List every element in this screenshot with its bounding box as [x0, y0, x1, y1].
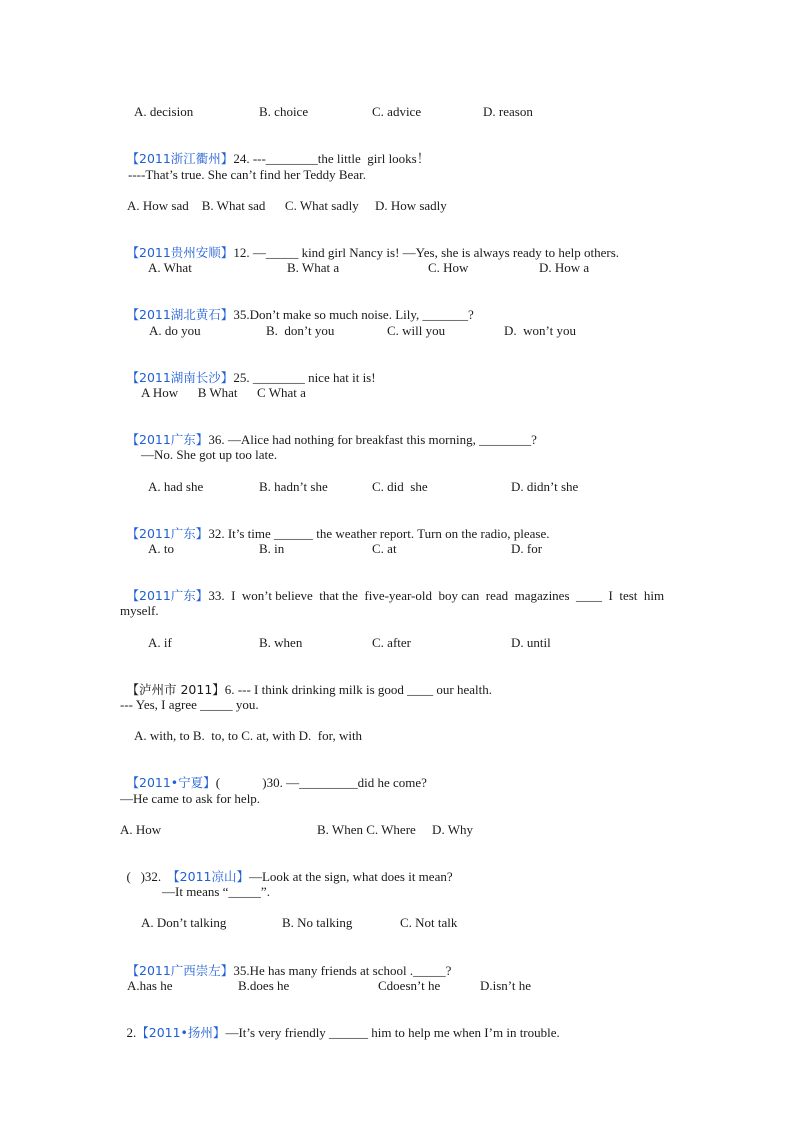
q32b-option-b: B. No talking: [282, 915, 353, 930]
q36-option-b: B. hadn’t she: [259, 479, 328, 494]
q12-option-d: D. How a: [539, 260, 590, 275]
q25-source-tag: 【2011湖南长沙】: [126, 370, 234, 385]
q32b-stem-line: [120, 853, 453, 885]
q30-stem: ( )30. —_________did he come?: [215, 775, 427, 790]
q33-option-c: C. after: [372, 635, 411, 650]
q32a-source-tag: 【2011广东】: [126, 526, 209, 541]
q2-prefix: 2.: [126, 1025, 137, 1040]
q24-source-tag: 【2011浙江衢州】: [126, 151, 234, 166]
q30-option-a: A. How: [120, 822, 162, 837]
q35a-option-a: A. do you: [149, 323, 201, 338]
q36-option-c: C. did she: [372, 479, 428, 494]
q35b-stem: 35.He has many friends at school ._____?: [233, 963, 452, 978]
q32a-stem: 32. It’s time ______ the weather report. Turn on the radio, please.: [208, 526, 550, 541]
q32a-stem-line: [120, 510, 550, 542]
q30-options-rest: B. When C. Where D. Why: [317, 822, 473, 837]
q2-stem-line: [120, 1009, 560, 1041]
q33-source-tag: 【2011广东】: [126, 588, 209, 603]
q32b-stem: —Look at the sign, what does it mean?: [248, 869, 453, 884]
q25-options: A How B What C What a: [141, 385, 306, 400]
q32b-source-tag: 【2011凉山】: [167, 869, 249, 884]
q24-response: ----That’s true. She can’t find her Teddy Bear.: [128, 167, 366, 182]
q35a-stem-line: [120, 291, 474, 323]
q23-option-c: C. advice: [372, 104, 422, 119]
q30-response: —He came to ask for help.: [120, 791, 261, 806]
q33-option-d: D. until: [511, 635, 551, 650]
q23-option-d: D. reason: [483, 104, 533, 119]
q2-source-tag: 【2011•扬州】: [136, 1025, 226, 1040]
q23-option-a: A. decision: [134, 104, 194, 119]
q6-response: --- Yes, I agree _____ you.: [120, 697, 259, 712]
q36-source-tag: 【2011广东】: [126, 432, 209, 447]
q35a-source-tag: 【2011湖北黄石】: [126, 307, 234, 322]
q32a-option-a: A. to: [148, 541, 174, 556]
q36-response: —No. She got up too late.: [141, 447, 278, 462]
q24-options: A. How sad B. What sad C. What sadly D. How sadly: [127, 198, 447, 213]
q33-stem-line: [120, 572, 664, 604]
q2-stem: —It’s very friendly ______ him to help me when I’m in trouble.: [225, 1025, 560, 1040]
q32a-option-d: D. for: [511, 541, 543, 556]
q6-stem: 6. --- I think drinking milk is good ____ our health.: [224, 682, 492, 697]
q32b-option-c: C. Not talk: [400, 915, 458, 930]
q33-stem: 33. I won’t believe that the five-year-old boy can read magazines ____ I test him: [208, 588, 665, 603]
q25-stem: 25. ________ nice hat it is!: [233, 370, 376, 385]
q32b-response: —It means “_____”.: [162, 884, 270, 899]
q33-option-a: A. if: [148, 635, 172, 650]
q35a-stem: 35.Don’t make so much noise. Lily, _______?: [233, 307, 474, 322]
q30-stem-line: [120, 759, 427, 791]
q24-stem-line: [120, 135, 430, 167]
q12-option-b: B. What a: [287, 260, 340, 275]
q33-option-b: B. when: [259, 635, 303, 650]
q32a-option-b: B. in: [259, 541, 285, 556]
q35a-option-b: B. don’t you: [266, 323, 335, 338]
q32b-option-a: A. Don’t talking: [141, 915, 227, 930]
q25-stem-line: [120, 354, 376, 386]
q35b-option-c: Cdoesn’t he: [378, 978, 441, 993]
q12-stem-line: [120, 229, 619, 261]
q36-stem: 36. —Alice had nothing for breakfast this morning, ________?: [208, 432, 537, 447]
q12-option-c: C. How: [428, 260, 469, 275]
q35b-option-d: D.isn’t he: [480, 978, 532, 993]
q30-source-tag: 【2011•宁夏】: [126, 775, 216, 790]
q36-stem-line: [120, 416, 537, 448]
q36-option-a: A. had she: [148, 479, 204, 494]
q35a-option-c: C. will you: [387, 323, 446, 338]
q32b-prefix: ( )32.: [126, 869, 162, 884]
q12-stem: 12. —_____ kind girl Nancy is! —Yes, she is always ready to help others.: [233, 245, 620, 260]
q35b-option-a: A.has he: [127, 978, 173, 993]
q24-stem: 24. ---________the little girl looks！: [233, 151, 430, 166]
q12-option-a: A. What: [148, 260, 192, 275]
q36-option-d: D. didn’t she: [511, 479, 579, 494]
q6-options: A. with, to B. to, to C. at, with D. for, with: [134, 728, 363, 743]
q35b-stem-line: [120, 947, 451, 979]
q12-source-tag: 【2011贵州安顺】: [126, 245, 234, 260]
q35a-option-d: D. won’t you: [504, 323, 576, 338]
q35b-source-tag: 【2011广西崇左】: [126, 963, 234, 978]
q35b-option-b: B.does he: [238, 978, 290, 993]
q6-source-tag: 【泸州市 2011】: [126, 682, 225, 697]
q6-stem-line: [120, 666, 492, 698]
q33-stem-continuation: myself.: [120, 603, 159, 618]
q23-option-b: B. choice: [259, 104, 309, 119]
q32a-option-c: C. at: [372, 541, 397, 556]
